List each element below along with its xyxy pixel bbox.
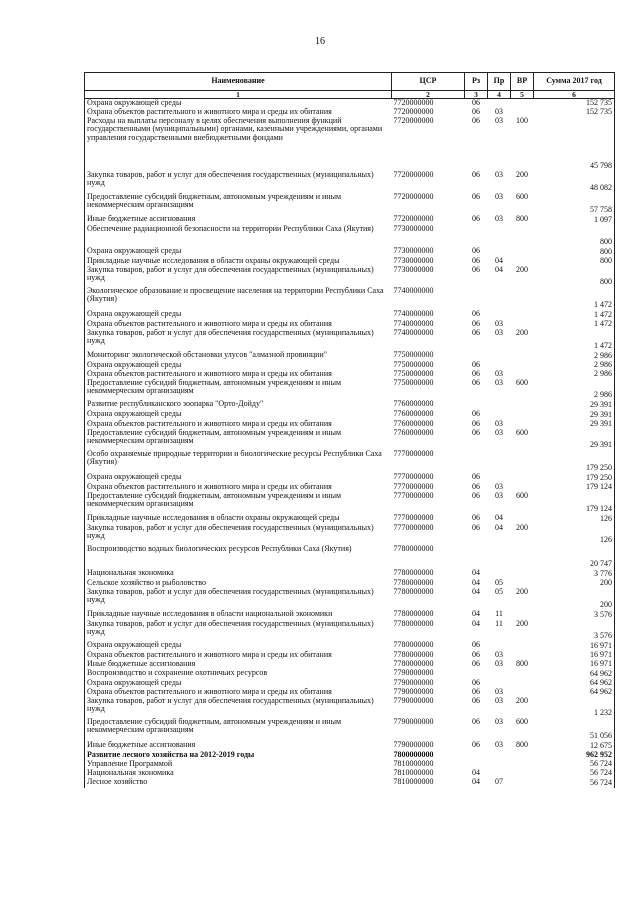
row-csr-cell: 7770000000 — [393, 481, 434, 491]
row-rz-cell: 06 — [472, 677, 480, 687]
row-rz-cell: 06 — [472, 368, 480, 378]
row-csr-cell: 7750000000 — [393, 349, 434, 359]
row-sum-cell: 56 724 — [534, 778, 615, 788]
row-rz-cell: 06 — [472, 739, 480, 749]
row-sum-cell: 56 724 — [534, 769, 615, 778]
row-rz-cell: 06 — [472, 115, 480, 125]
row-sum-cell: 179 124 — [534, 492, 615, 514]
row-name-cell: Лесное хозяйство — [85, 778, 392, 788]
row-csr-cell: 7720000000 — [393, 169, 434, 179]
row-vr-cell — [511, 247, 534, 257]
row-name-cell: Охрана объектов растительного и животного мира и среды их обитания — [85, 370, 392, 379]
row-name-cell: Охрана объектов растительного и животного мира и среды их обитания — [85, 651, 392, 660]
row-sum-cell: 29 391 — [534, 410, 615, 420]
row-vr-cell: 200 — [516, 264, 528, 274]
row-name-cell: Закупка товаров, работ и услуг для обеспечения государственных (муниципальных) нужд — [85, 620, 392, 641]
row-sum-cell: 56 724 — [534, 760, 615, 769]
row-csr-cell: 7770000000 — [393, 448, 434, 458]
row-pr-cell — [488, 545, 511, 569]
row-rz-cell: 06 — [472, 418, 480, 428]
row-pr-cell: 03 — [495, 739, 503, 749]
row-vr-cell — [511, 641, 534, 651]
row-name-cell: Охрана окружающей среды — [85, 99, 392, 108]
row-rz-cell: 06 — [472, 308, 480, 318]
row-rz-cell — [465, 751, 488, 760]
row-sum-cell: 3 576 — [534, 610, 615, 620]
row-csr-cell: 7720000000 — [393, 98, 434, 107]
header-vr: ВР — [511, 73, 534, 91]
row-rz-cell: 06 — [472, 377, 480, 387]
row-vr-cell — [511, 669, 534, 679]
row-pr-cell — [488, 751, 511, 760]
row-pr-cell: 04 — [495, 512, 503, 522]
row-vr-cell: 800 — [516, 213, 528, 223]
table-row — [85, 718, 615, 741]
row-name-cell: Закупка товаров, работ и услуг для обеспечения государственных (муниципальных) нужд — [85, 266, 392, 287]
table-row — [85, 778, 615, 788]
row-sum-cell: 29 391 — [534, 429, 615, 450]
row-sum-cell: 64 962 — [534, 669, 615, 679]
row-csr-cell: 7780000000 — [393, 608, 434, 618]
row-vr-cell — [511, 310, 534, 320]
row-vr-cell — [511, 225, 534, 247]
row-name-cell: Особо охраняемые природные территории и биологические ресурсы Республики Саха (Якутия) — [85, 450, 392, 473]
row-csr-cell: 7750000000 — [393, 377, 434, 387]
row-pr-cell: 03 — [495, 106, 503, 116]
row-csr-cell: 7740000000 — [393, 285, 434, 295]
header-pr: Пр — [488, 73, 511, 91]
row-rz-cell: 04 — [472, 618, 480, 628]
row-vr-cell — [511, 99, 534, 108]
row-vr-cell — [511, 778, 534, 788]
table-row — [85, 171, 615, 193]
row-sum-cell: 179 250 — [534, 450, 615, 473]
row-pr-cell: 03 — [495, 658, 503, 668]
row-name-cell: Охрана окружающей среды — [85, 679, 392, 688]
row-vr-cell: 600 — [516, 490, 528, 500]
page-number: 16 — [315, 36, 325, 47]
row-pr-cell: 03 — [495, 481, 503, 491]
row-pr-cell: 03 — [495, 427, 503, 437]
row-sum-cell: 1 472 — [534, 320, 615, 329]
row-vr-cell: 600 — [516, 716, 528, 726]
row-vr-cell — [511, 410, 534, 420]
table-row — [85, 450, 615, 473]
column-number: 1 — [85, 91, 392, 99]
row-sum-cell: 200 — [534, 588, 615, 610]
row-vr-cell: 200 — [516, 618, 528, 628]
row-sum-cell: 51 056 — [534, 718, 615, 741]
row-name-cell: Иные бюджетные ассигнования — [85, 215, 392, 225]
row-rz-cell — [465, 287, 488, 310]
row-name-cell: Иные бюджетные ассигнования — [85, 741, 392, 751]
header-sum: Сумма 2017 год — [534, 73, 615, 91]
row-csr-cell: 7790000000 — [393, 677, 434, 687]
row-pr-cell — [488, 400, 511, 410]
row-vr-cell — [511, 287, 534, 310]
row-sum-cell: 16 971 — [534, 641, 615, 651]
row-vr-cell: 800 — [516, 739, 528, 749]
table-row — [85, 769, 615, 778]
row-name-cell: Расходы на выплаты персоналу в целях обеспечения выполнения функций государственными (муниципальными) органами, казенными учреждениями, органами управления государственными внебюджетными фондами — [85, 117, 392, 171]
row-rz-cell: 06 — [472, 686, 480, 696]
row-sum-cell: 1 472 — [534, 310, 615, 320]
row-name-cell: Иные бюджетные ассигнования — [85, 660, 392, 669]
row-vr-cell — [511, 400, 534, 410]
row-csr-cell: 7730000000 — [393, 223, 434, 233]
row-rz-cell: 06 — [472, 512, 480, 522]
row-name-cell: Сельское хозяйство и рыболовство — [85, 579, 392, 588]
header-row — [85, 73, 615, 91]
table-header — [85, 73, 615, 99]
row-vr-cell: 100 — [516, 115, 528, 125]
row-csr-cell: 7780000000 — [393, 543, 434, 553]
table-row — [85, 588, 615, 610]
row-name-cell: Мониторинг экологической обстановки улусов "алмазной провинции" — [85, 351, 392, 361]
row-name-cell: Закупка товаров, работ и услуг для обеспечения государственных (муниципальных) нужд — [85, 697, 392, 718]
row-sum-cell: 126 — [534, 514, 615, 524]
row-csr-cell: 7780000000 — [393, 658, 434, 668]
row-csr-cell: 7780000000 — [393, 618, 434, 628]
table-row — [85, 524, 615, 545]
row-sum-cell: 64 962 — [534, 688, 615, 697]
row-csr-cell: 7760000000 — [393, 418, 434, 428]
header-rz: Рз — [465, 73, 488, 91]
row-csr-cell: 7740000000 — [393, 308, 434, 318]
table-row — [85, 429, 615, 450]
row-name-cell: Прикладные научные исследования в области охраны окружающей среды — [85, 514, 392, 524]
row-pr-cell: 03 — [495, 213, 503, 223]
row-pr-cell: 03 — [495, 649, 503, 659]
row-vr-cell: 200 — [516, 522, 528, 532]
row-name-cell: Развитие лесного хозяйства на 2012-2019 годы — [85, 751, 392, 760]
budget-table-container — [84, 72, 614, 788]
row-pr-cell: 05 — [495, 586, 503, 596]
table-row — [85, 287, 615, 310]
row-sum-cell: 800 — [534, 257, 615, 266]
row-sum-cell: 20 747 — [534, 545, 615, 569]
table-row — [85, 379, 615, 400]
table-row — [85, 697, 615, 718]
row-rz-cell: 06 — [472, 408, 480, 418]
row-sum-cell: 16 971 — [534, 660, 615, 669]
row-pr-cell — [488, 225, 511, 247]
row-sum-cell: 962 952 — [534, 751, 615, 760]
row-csr-cell: 7740000000 — [393, 318, 434, 328]
row-rz-cell: 06 — [472, 481, 480, 491]
row-vr-cell — [511, 473, 534, 483]
row-rz-cell: 06 — [472, 716, 480, 726]
row-name-cell: Предоставление субсидий бюджетным, автономным учреждениям и иным некоммерческим организациям — [85, 193, 392, 215]
row-pr-cell: 03 — [495, 318, 503, 328]
row-vr-cell — [511, 361, 534, 370]
row-name-cell: Охрана объектов растительного и животного мира и среды их обитания — [85, 688, 392, 697]
row-csr-cell: 7780000000 — [393, 649, 434, 659]
column-number: 3 — [465, 91, 488, 99]
row-rz-cell: 06 — [472, 327, 480, 337]
column-number: 5 — [511, 91, 534, 99]
row-csr-cell: 7770000000 — [393, 471, 434, 481]
budget-table — [84, 72, 615, 788]
row-vr-cell: 600 — [516, 191, 528, 201]
row-sum-cell: 152 735 — [534, 99, 615, 108]
row-vr-cell — [511, 760, 534, 769]
table-row — [85, 329, 615, 351]
row-sum-cell: 1 472 — [534, 287, 615, 310]
row-pr-cell: 05 — [495, 577, 503, 587]
row-name-cell: Охрана окружающей среды — [85, 410, 392, 420]
row-csr-cell: 7760000000 — [393, 398, 434, 408]
row-rz-cell: 04 — [472, 586, 480, 596]
row-sum-cell: 3 776 — [534, 569, 615, 579]
row-sum-cell: 2 986 — [534, 379, 615, 400]
row-vr-cell — [511, 679, 534, 688]
row-vr-cell: 600 — [516, 427, 528, 437]
row-rz-cell: 06 — [472, 471, 480, 481]
row-sum-cell: 1 472 — [534, 329, 615, 351]
row-sum-cell: 2 986 — [534, 351, 615, 361]
row-name-cell: Прикладные научные исследования в области национальной экономики — [85, 610, 392, 620]
row-csr-cell: 7760000000 — [393, 408, 434, 418]
row-pr-cell: 03 — [495, 115, 503, 125]
row-pr-cell: 03 — [495, 418, 503, 428]
row-name-cell: Развитие республиканского зоопарка "Орто-Дойду" — [85, 400, 392, 410]
row-rz-cell: 06 — [472, 255, 480, 265]
row-csr-cell: 7720000000 — [393, 115, 434, 125]
row-pr-cell: 07 — [495, 776, 503, 786]
row-rz-cell: 04 — [472, 608, 480, 618]
row-sum-cell: 2 986 — [534, 361, 615, 370]
row-sum-cell: 12 675 — [534, 741, 615, 751]
row-rz-cell: 06 — [472, 490, 480, 500]
row-rz-cell: 06 — [472, 213, 480, 223]
row-csr-cell: 7790000000 — [393, 667, 434, 677]
row-rz-cell — [465, 450, 488, 473]
row-csr-cell: 7790000000 — [393, 716, 434, 726]
row-sum-cell: 800 — [534, 225, 615, 247]
row-name-cell: Закупка товаров, работ и услуг для обеспечения государственных (муниципальных) нужд — [85, 524, 392, 545]
row-csr-cell: 7810000000 — [393, 767, 434, 777]
row-pr-cell: 03 — [495, 377, 503, 387]
row-name-cell: Воспроизводство водных биологических ресурсов Республики Саха (Якутия) — [85, 545, 392, 569]
row-name-cell: Предоставление субсидий бюджетным, автономным учреждениям и иным некоммерческим организациям — [85, 718, 392, 741]
row-pr-cell — [488, 760, 511, 769]
row-name-cell: Охрана объектов растительного и животного мира и среды их обитания — [85, 108, 392, 117]
row-sum-cell: 29 391 — [534, 420, 615, 429]
row-sum-cell: 200 — [534, 579, 615, 588]
column-number: 4 — [488, 91, 511, 99]
row-pr-cell: 04 — [495, 264, 503, 274]
row-name-cell: Закупка товаров, работ и услуг для обеспечения государственных (муниципальных) нужд — [85, 329, 392, 351]
row-name-cell: Охрана окружающей среды — [85, 247, 392, 257]
table-row — [85, 620, 615, 641]
row-vr-cell: 200 — [516, 586, 528, 596]
row-name-cell: Предоставление субсидий бюджетным, автономным учреждениям и иным некоммерческим организациям — [85, 429, 392, 450]
row-name-cell: Закупка товаров, работ и услуг для обеспечения государственных (муниципальных) нужд — [85, 171, 392, 193]
row-vr-cell — [511, 569, 534, 579]
row-rz-cell: 04 — [472, 577, 480, 587]
row-rz-cell: 04 — [472, 567, 480, 577]
row-name-cell: Национальная экономика — [85, 569, 392, 579]
row-sum-cell: 1 097 — [534, 215, 615, 225]
row-sum-cell: 29 391 — [534, 400, 615, 410]
row-name-cell: Охрана объектов растительного и животного мира и среды их обитания — [85, 483, 392, 492]
row-rz-cell: 06 — [472, 639, 480, 649]
row-name-cell: Охрана объектов растительного и животного мира и среды их обитания — [85, 320, 392, 329]
column-number: 2 — [392, 91, 465, 99]
row-name-cell: Охрана окружающей среды — [85, 310, 392, 320]
row-sum-cell: 45 798 — [534, 117, 615, 171]
row-rz-cell: 06 — [472, 169, 480, 179]
row-csr-cell: 7770000000 — [393, 490, 434, 500]
row-csr-cell: 7810000000 — [393, 758, 434, 768]
row-rz-cell: 06 — [472, 245, 480, 255]
row-sum-cell: 57 758 — [534, 193, 615, 215]
row-rz-cell: 06 — [472, 522, 480, 532]
row-sum-cell: 800 — [534, 266, 615, 287]
row-rz-cell: 06 — [472, 318, 480, 328]
row-csr-cell: 7780000000 — [393, 586, 434, 596]
row-vr-cell: 600 — [516, 377, 528, 387]
row-sum-cell: 152 735 — [534, 108, 615, 117]
row-pr-cell: 03 — [495, 490, 503, 500]
row-csr-cell: 7730000000 — [393, 245, 434, 255]
row-csr-cell: 7790000000 — [393, 686, 434, 696]
row-pr-cell: 03 — [495, 368, 503, 378]
row-name-cell: Обеспечение радиационной безопасности на территории Республики Саха (Якутия) — [85, 225, 392, 247]
row-csr-cell: 7740000000 — [393, 327, 434, 337]
row-pr-cell — [488, 450, 511, 473]
row-pr-cell — [488, 351, 511, 361]
row-rz-cell: 06 — [472, 649, 480, 659]
row-pr-cell — [488, 669, 511, 679]
row-rz-cell: 04 — [472, 767, 480, 777]
table-row — [85, 266, 615, 287]
row-rz-cell: 06 — [472, 98, 480, 107]
row-rz-cell: 06 — [472, 427, 480, 437]
row-csr-cell: 7720000000 — [393, 191, 434, 201]
row-sum-cell: 1 232 — [534, 697, 615, 718]
row-rz-cell: 06 — [472, 191, 480, 201]
row-pr-cell: 04 — [495, 522, 503, 532]
row-name-cell: Прикладные научные исследования в области охраны окружающей среды — [85, 257, 392, 266]
row-rz-cell: 06 — [472, 359, 480, 369]
table-row — [85, 492, 615, 514]
row-name-cell: Предоставление субсидий бюджетным, автономным учреждениям и иным некоммерческим организациям — [85, 379, 392, 400]
row-sum-cell: 3 576 — [534, 620, 615, 641]
row-name-cell: Закупка товаров, работ и услуг для обеспечения государственных (муниципальных) нужд — [85, 588, 392, 610]
row-name-cell: Охрана окружающей среды — [85, 641, 392, 651]
row-vr-cell — [511, 351, 534, 361]
header-name: Наименование — [85, 73, 392, 91]
table-body — [85, 99, 615, 788]
table-row — [85, 193, 615, 215]
row-csr-cell: 7750000000 — [393, 359, 434, 369]
row-csr-cell: 7770000000 — [393, 512, 434, 522]
row-rz-cell: 04 — [472, 776, 480, 786]
row-vr-cell: 800 — [516, 658, 528, 668]
row-csr-cell: 7760000000 — [393, 427, 434, 437]
row-rz-cell: 06 — [472, 106, 480, 116]
row-csr-cell: 7800000000 — [393, 749, 434, 759]
row-sum-cell: 126 — [534, 524, 615, 545]
row-sum-cell: 2 986 — [534, 370, 615, 379]
row-sum-cell: 800 — [534, 247, 615, 257]
column-number: 6 — [534, 91, 615, 99]
table-row — [85, 545, 615, 569]
row-name-cell: Управление Программой — [85, 760, 392, 769]
row-csr-cell: 7720000000 — [393, 106, 434, 116]
row-csr-cell: 7780000000 — [393, 567, 434, 577]
row-csr-cell: 7810000000 — [393, 776, 434, 786]
row-vr-cell — [511, 751, 534, 760]
row-sum-cell: 179 250 — [534, 473, 615, 483]
row-csr-cell: 7730000000 — [393, 264, 434, 274]
row-vr-cell: 200 — [516, 695, 528, 705]
row-pr-cell: 11 — [495, 608, 503, 618]
table-row — [85, 225, 615, 247]
row-vr-cell — [511, 545, 534, 569]
row-vr-cell — [511, 450, 534, 473]
row-pr-cell: 03 — [495, 169, 503, 179]
row-csr-cell: 7790000000 — [393, 739, 434, 749]
row-csr-cell: 7790000000 — [393, 695, 434, 705]
header-csr: ЦСР — [392, 73, 465, 91]
row-name-cell: Охрана окружающей среды — [85, 473, 392, 483]
row-csr-cell: 7780000000 — [393, 639, 434, 649]
row-csr-cell: 7720000000 — [393, 213, 434, 223]
row-pr-cell: 03 — [495, 716, 503, 726]
row-vr-cell: 200 — [516, 169, 528, 179]
row-csr-cell: 7780000000 — [393, 577, 434, 587]
row-pr-cell: 03 — [495, 686, 503, 696]
row-rz-cell: 06 — [472, 695, 480, 705]
row-pr-cell: 03 — [495, 327, 503, 337]
row-name-cell: Охрана объектов растительного и животного мира и среды их обитания — [85, 420, 392, 429]
row-rz-cell — [465, 545, 488, 569]
row-name-cell: Воспроизводство и сохранение охотничьих ресурсов — [85, 669, 392, 679]
row-pr-cell — [488, 287, 511, 310]
row-sum-cell: 16 971 — [534, 651, 615, 660]
row-sum-cell: 179 124 — [534, 483, 615, 492]
row-pr-cell: 04 — [495, 255, 503, 265]
row-rz-cell — [465, 225, 488, 247]
row-rz-cell: 06 — [472, 658, 480, 668]
row-sum-cell: 48 082 — [534, 171, 615, 193]
row-name-cell: Национальная экономика — [85, 769, 392, 778]
row-vr-cell — [511, 769, 534, 778]
table-row — [85, 117, 615, 171]
row-vr-cell: 200 — [516, 327, 528, 337]
row-csr-cell: 7770000000 — [393, 522, 434, 532]
row-sum-cell: 64 962 — [534, 679, 615, 688]
row-csr-cell: 7750000000 — [393, 368, 434, 378]
row-csr-cell: 7730000000 — [393, 255, 434, 265]
row-name-cell: Предоставление субсидий бюджетным, автономным учреждениям и иным некоммерческим организациям — [85, 492, 392, 514]
row-name-cell: Охрана окружающей среды — [85, 361, 392, 370]
row-name-cell: Экологическое образование и просвещение населения на территории Республики Саха (Якутия) — [85, 287, 392, 310]
row-pr-cell: 03 — [495, 695, 503, 705]
row-pr-cell: 03 — [495, 191, 503, 201]
row-rz-cell: 06 — [472, 264, 480, 274]
row-pr-cell: 11 — [495, 618, 503, 628]
